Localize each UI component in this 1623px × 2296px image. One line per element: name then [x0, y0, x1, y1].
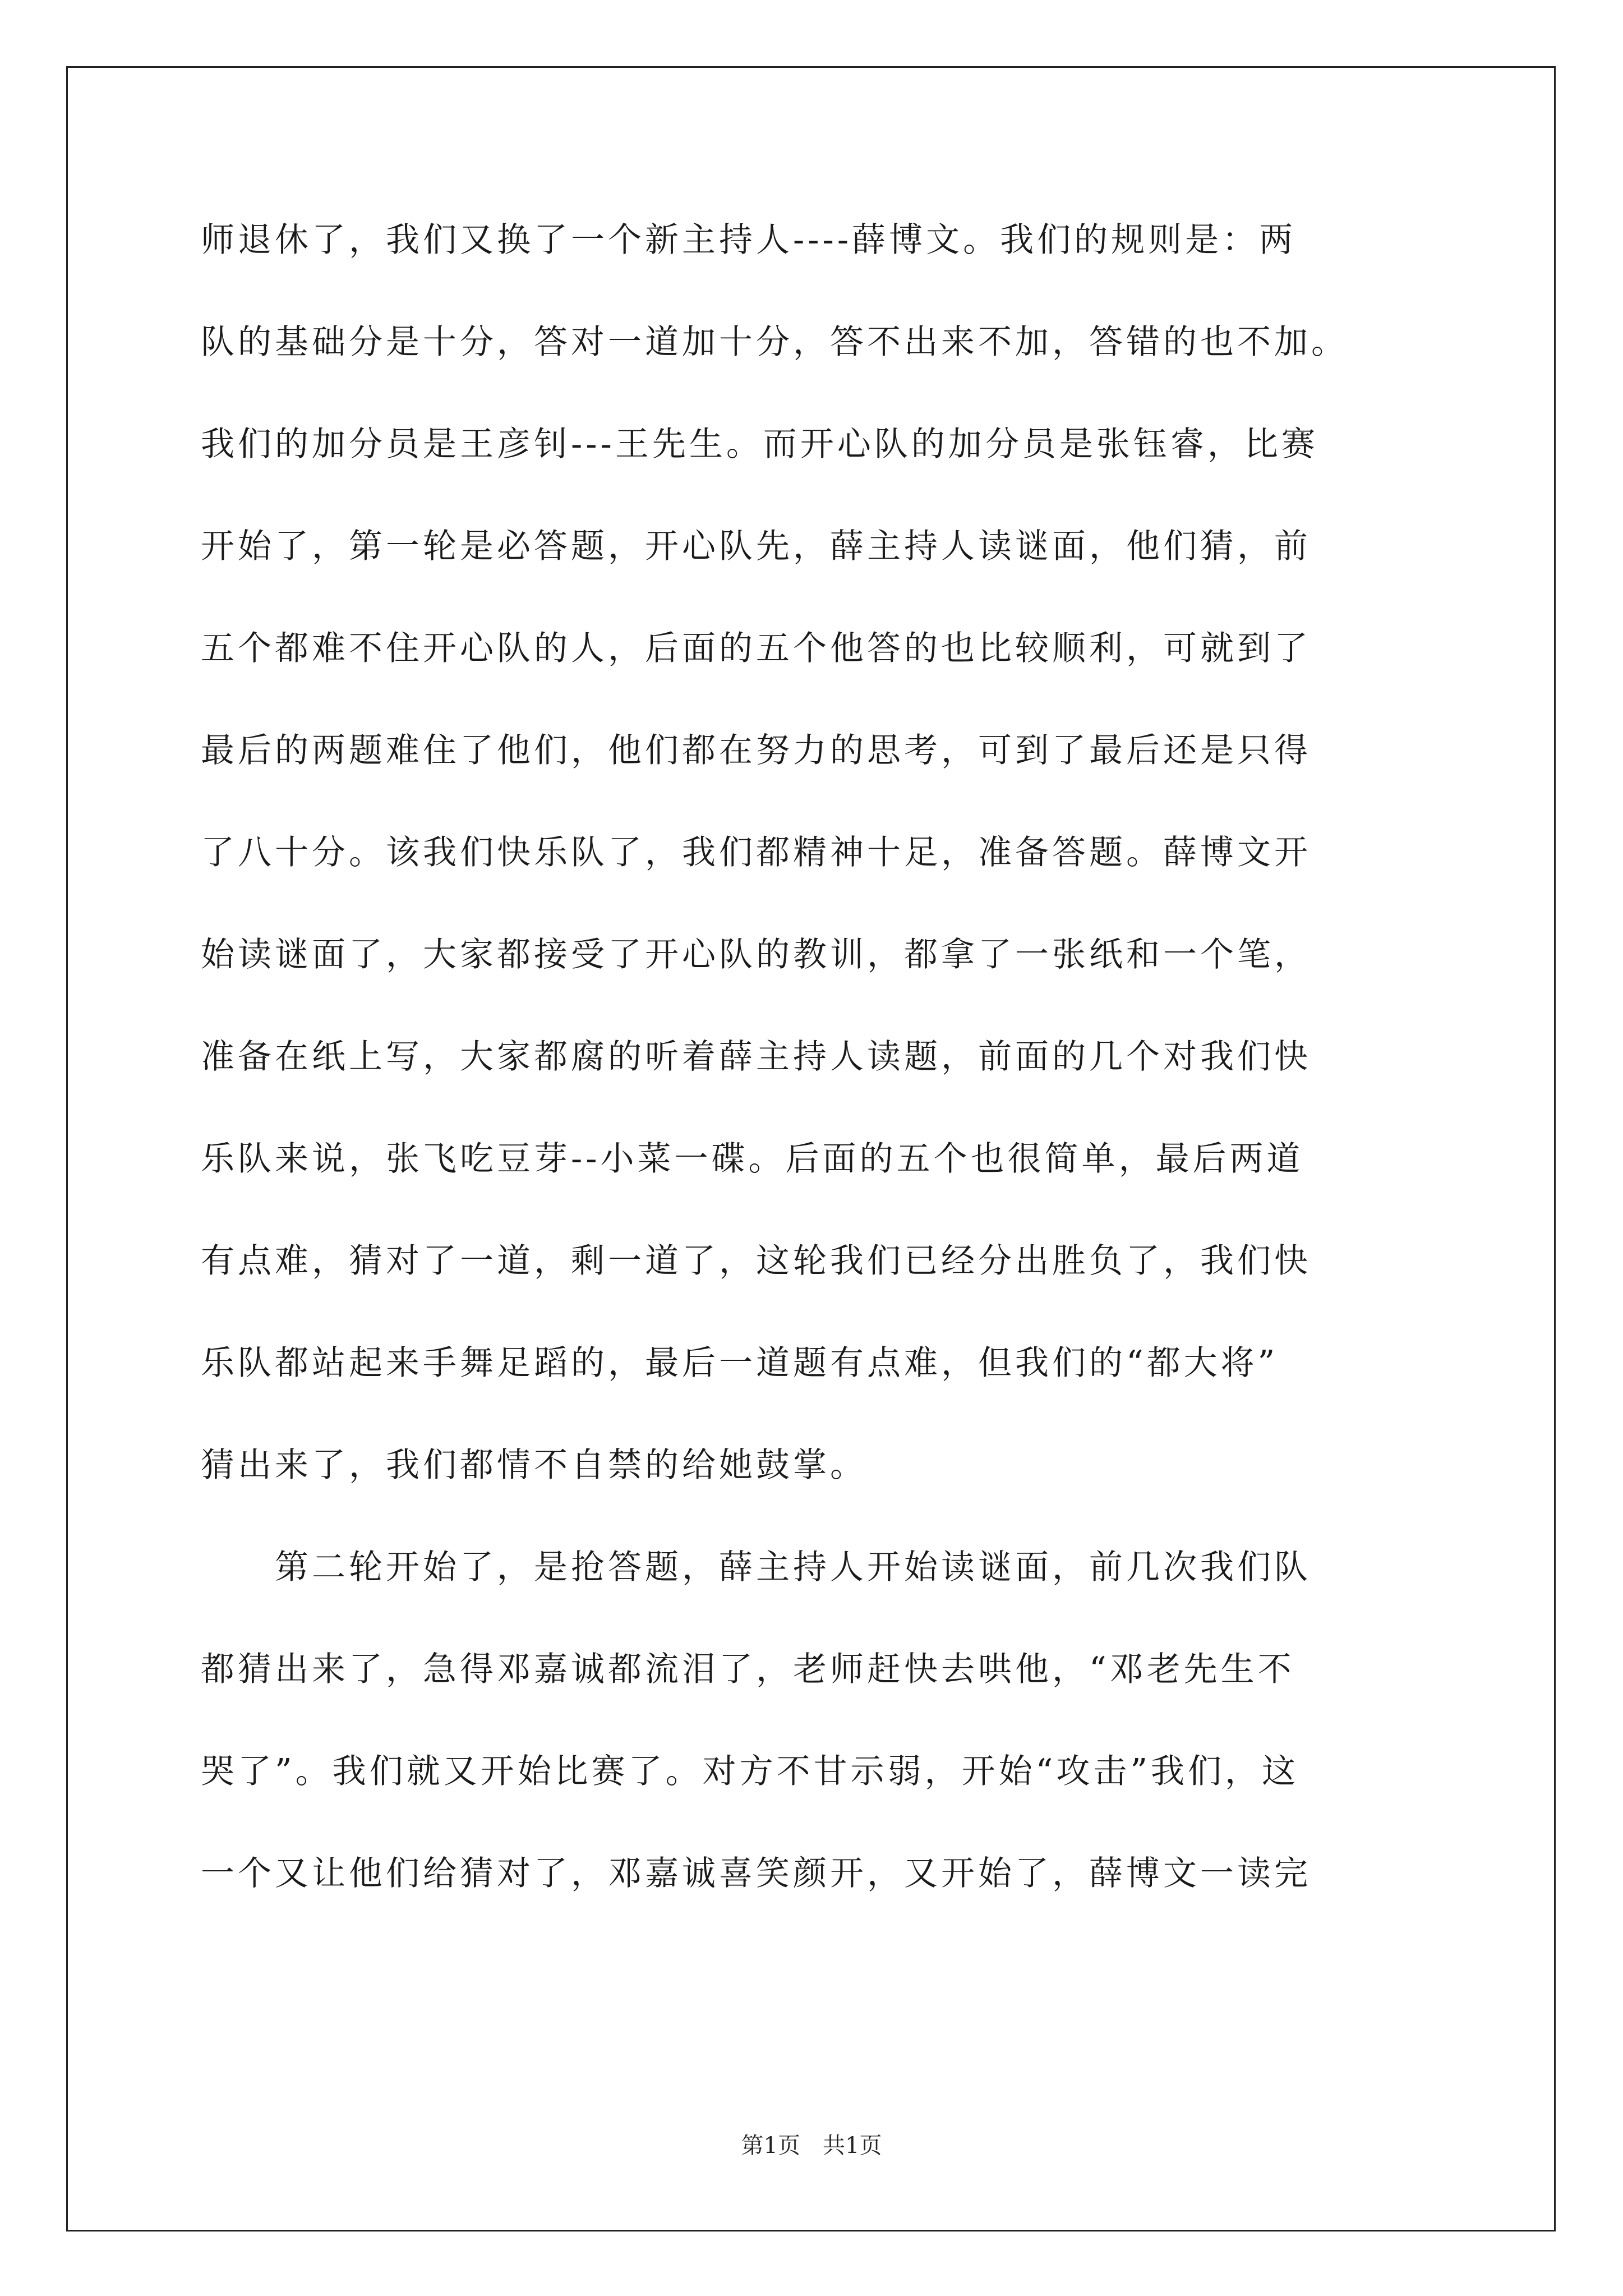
text-line: 师退休了，我们又换了一个新主持人----薛博文。我们的规则是：两	[201, 220, 1297, 260]
text-line: 准备在纸上写，大家都腐的听着薛主持人读题，前面的几个对我们快	[201, 1037, 1311, 1076]
text-line: 队的基础分是十分，答对一道加十分，答不出来不加，答错的也不加。	[201, 323, 1348, 362]
page-number-current: 第1页	[741, 2133, 800, 2159]
paragraph-1	[201, 220, 1423, 1547]
page-number-total: 共1页	[823, 2133, 882, 2159]
text-line: 始读谜面了，大家都接受了开心队的教训，都拿了一张纸和一个笔，	[201, 935, 1311, 974]
document-body	[201, 220, 1423, 1955]
text-line: 猜出来了，我们都情不自禁的给她鼓掌。	[201, 1446, 867, 1485]
text-line: 都猜出来了，急得邓嘉诚都流泪了，老师赶快去哄他，“邓老先生不	[201, 1650, 1295, 1689]
text-line: 乐队都站起来手舞足蹈的，最后一道题有点难，但我们的“都大将”	[201, 1343, 1279, 1383]
text-line: 哭了”。我们就又开始比赛了。对方不甘示弱，开始“攻击”我们，这	[201, 1752, 1299, 1791]
text-line: 开始了，第一轮是必答题，开心队先，薛主持人读谜面，他们猜，前	[201, 527, 1311, 566]
paragraph-2	[201, 1547, 1423, 1955]
text-line: 第二轮开始了，是抢答题，薛主持人开始读谜面，前几次我们队	[201, 1548, 1311, 1587]
text-line: 有点难，猜对了一道，剩一道了，这轮我们已经分出胜负了，我们快	[201, 1241, 1311, 1281]
page-footer	[0, 2132, 1623, 2160]
text-line: 了八十分。该我们快乐队了，我们都精神十足，准备答题。薛博文开	[201, 833, 1311, 872]
text-line: 一个又让他们给猜对了，邓嘉诚喜笑颜开，又开始了，薛博文一读完	[201, 1854, 1311, 1893]
text-line: 五个都难不住开心队的人，后面的五个他答的也比较顺利，可就到了	[201, 629, 1311, 668]
text-line: 乐队来说，张飞吃豆芽--小菜一碟。后面的五个也很简单，最后两道	[201, 1139, 1304, 1179]
text-line: 最后的两题难住了他们，他们都在努力的思考，可到了最后还是只得	[201, 731, 1311, 770]
text-line: 我们的加分员是王彦钊---王先生。而开心队的加分员是张钰睿，比赛	[201, 425, 1318, 464]
